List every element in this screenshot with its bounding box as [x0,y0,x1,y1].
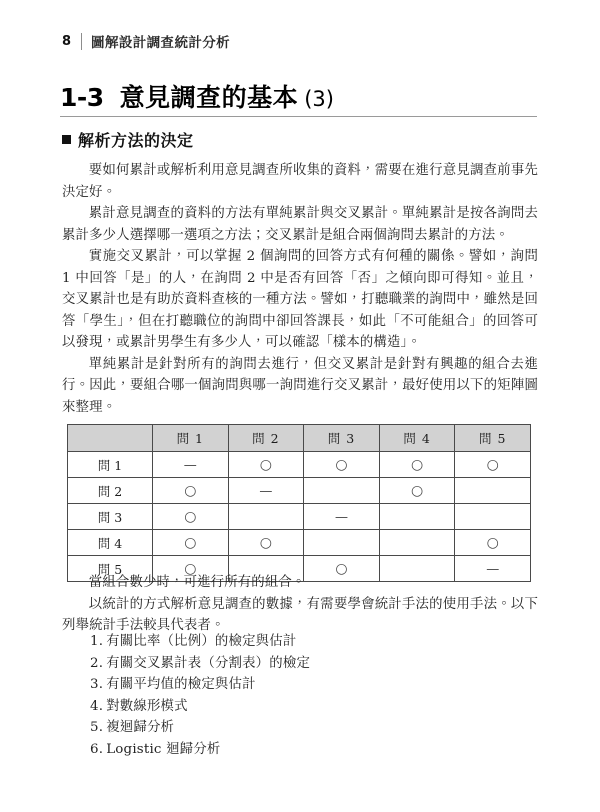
table-corner-cell [68,425,153,452]
matrix-table-head [68,425,531,452]
list-item-label: 複迴歸分析 [106,720,175,736]
list-item-label: 有關平均值的檢定與估計 [106,677,256,693]
column-header [153,425,229,452]
matrix-cell [153,452,229,478]
cell-mark: ○ [486,535,499,551]
matrix-cell [455,452,531,478]
cell-mark: — [183,458,197,473]
matrix-cell [304,504,380,530]
statistical-methods-list [90,631,310,761]
list-item-label: 有關交叉累計表（分割表）的檢定 [106,655,311,671]
section-part-number: (3) [304,87,334,111]
cell-mark: ○ [184,483,197,499]
column-header [228,425,304,452]
paragraph: 實施交叉累計，可以掌握 2 個詢問的回答方式有何種的關係。譬如，詢問 1 中回答「是」的人，在詢問 2 中是否有回答「否」之傾向即可得知。並且，交叉累計也是有助於資料查核的一種方法。譬如，打聽職業的詢問中，雖然是回答「學生」，但在打聽職位的詢問中卻回答課長，如此「不可能組合」的回答可以發現，或累計男學生有多少人，可以確認「樣本的構造」。 [62,249,538,350]
matrix-table-body [68,452,531,582]
body-text-bottom [62,572,538,637]
cell-mark: ○ [259,457,272,473]
section-name: 意見調查的基本 [119,83,299,112]
matrix-cell [379,452,455,478]
column-header-label: 問 4 [403,431,431,446]
list-item [90,653,310,675]
table-row [68,530,531,556]
list-item-number: 2. [90,655,104,671]
table-header-row [68,425,531,452]
square-bullet-icon [62,135,71,144]
paragraph: 要如何累計或解析利用意見調查所收集的資料，需要在進行意見調查前事先決定好。 [62,163,538,200]
cell-mark: ○ [184,509,197,525]
matrix-cell [455,530,531,556]
cell-mark: — [259,484,273,499]
subheading [62,128,194,151]
matrix-cell [304,530,380,556]
column-header-label: 問 2 [252,431,280,446]
matrix-cell [228,530,304,556]
list-item-number: 5. [90,720,104,736]
column-header [379,425,455,452]
cell-mark: ○ [335,561,348,577]
running-title: 圖解設計調查統計分析 [91,35,231,51]
matrix-cell [228,504,304,530]
matrix-cell [379,530,455,556]
list-item [90,674,310,696]
matrix-cell [455,478,531,504]
cell-mark: ○ [184,561,197,577]
table-row [68,504,531,530]
subheading-label: 解析方法的決定 [78,131,194,150]
cell-mark: ○ [486,457,499,473]
matrix-cell [153,478,229,504]
page-number: 8 [62,33,72,49]
cell-mark: ○ [335,457,348,473]
matrix-cell [379,478,455,504]
list-item [90,717,310,739]
matrix-cell [153,504,229,530]
list-item-number: 4. [90,698,104,714]
list-item-label: 有關比率（比例）的檢定與估計 [106,634,297,649]
matrix-cell [228,478,304,504]
list-item-number: 6. [90,741,104,757]
list-item-number: 1. [90,634,104,649]
table-row [68,478,531,504]
matrix-cell [304,452,380,478]
paragraph: 當組合數少時，可進行所有的組合。 [88,575,306,590]
list-item [90,696,310,718]
list-item [90,739,310,761]
cell-mark: ○ [259,535,272,551]
row-header: 問 3 [68,504,153,530]
list-item [90,631,310,653]
title-divider [60,116,537,117]
list-item-label: 對數線形模式 [106,698,188,714]
matrix-cell [228,452,304,478]
column-header [455,425,531,452]
column-header-label: 問 5 [478,431,507,446]
matrix-table-container [67,424,531,582]
page-title [60,78,540,114]
cell-mark: — [334,510,348,525]
folio-divider [81,33,82,50]
matrix-cell [304,478,380,504]
paragraph: 單純累計是針對所有的詢問去進行，但交叉累計是針對有興趣的組合去進行。因此，要組合哪一個詢問與哪一詢問進行交叉累計，最好使用以下的矩陣圖來整理。 [62,356,538,415]
matrix-cell [153,530,229,556]
column-header-label: 問 1 [176,431,205,446]
body-text-top [62,160,538,418]
matrix-cell [455,504,531,530]
column-header-label: 問 3 [327,431,356,446]
row-header: 問 4 [68,530,153,556]
column-header [304,425,380,452]
cell-mark: — [486,562,500,577]
cell-mark: ○ [184,535,197,551]
table-row [68,452,531,478]
matrix-table [67,424,531,582]
cell-mark: ○ [410,483,424,499]
list-item-number: 3. [90,677,104,693]
list-item-label: Logistic 迴歸分析 [106,741,221,757]
paragraph: 累計意見調查的資料的方法有單純累計與交叉累計。單純累計是按各詢問去累計多少人選擇哪一選項之方法；交叉累計是組合兩個詢問去累計的方法。 [62,206,538,243]
paragraph: 以統計的方式解析意見調查的數據，有需要學會統計手法的使用手法。以下列舉統計手法較具代表者。 [62,596,538,633]
cell-mark: ○ [410,457,424,473]
row-header: 問 2 [68,478,153,504]
section-number: 1-3 [60,83,104,112]
row-header: 問 5 [68,556,153,582]
matrix-cell [379,504,455,530]
row-header: 問 1 [68,452,153,478]
running-head [62,31,230,51]
